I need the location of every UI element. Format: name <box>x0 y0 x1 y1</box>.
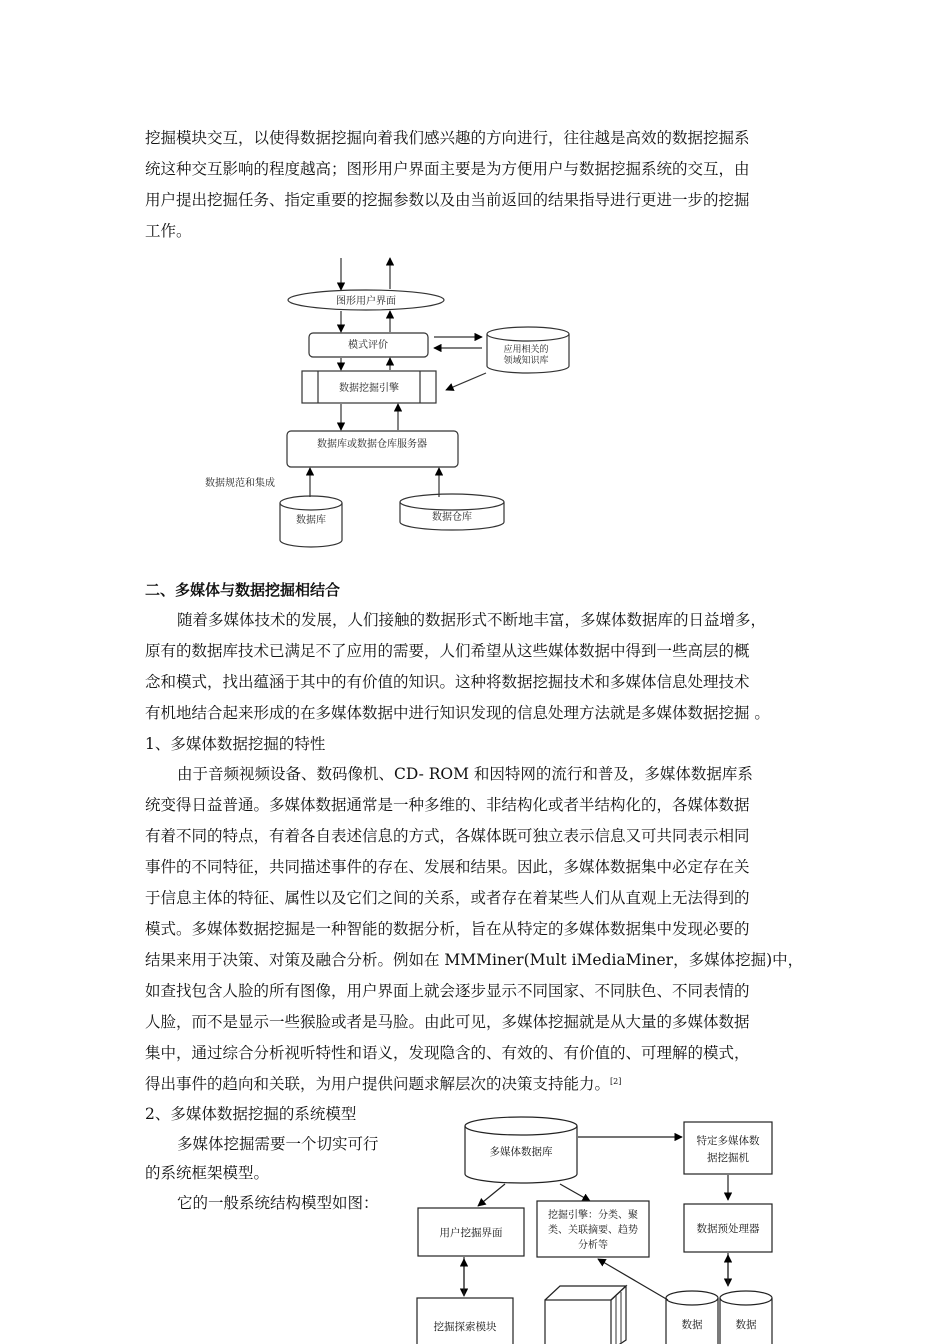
specific-miner-label: 特定多媒体数 <box>696 1135 760 1147</box>
engine-label: 类、关联摘要、趋势 <box>548 1225 638 1236</box>
paragraph-line: 原有的数据库技术已满足不了应用的需要，人们希望从这些媒体数据中得到一些高层的概 <box>145 642 750 660</box>
paragraph-line: 多媒体挖掘需要一个切实可行 <box>177 1135 379 1153</box>
specific-miner-label: 据挖掘机 <box>707 1152 749 1164</box>
subheading: 1、多媒体数据挖掘的特性 <box>145 735 326 753</box>
architecture-diagram <box>190 252 590 552</box>
multimedia-model-diagram <box>410 1110 790 1344</box>
paragraph-line: 模式。多媒体数据挖掘是一种智能的数据分析，旨在从特定的多媒体数据集中发现必要的 <box>145 920 750 938</box>
specific-miner-box <box>684 1122 772 1174</box>
paragraph-line: 念和模式，找出蕴涵于其中的有价值的知识。这种将数据挖掘技术和多媒体信息处理技术 <box>145 673 750 691</box>
warehouse-label: 数据仓库 <box>432 512 472 523</box>
paragraph-line: 有机地结合起来形成的在多媒体数据中进行知识发现的信息处理方法就是多媒体数据挖掘 。 <box>145 704 770 722</box>
data-label: 数据 <box>681 1319 703 1331</box>
paragraph-line: 随着多媒体技术的发展，人们接触的数据形式不断地丰富，多媒体数据库的日益增多， <box>177 611 767 629</box>
knowledge-base-label: 领域知识库 <box>503 356 549 366</box>
paragraph-line: 它的一般系统结构模型如图： <box>177 1194 379 1212</box>
data-cylinder <box>666 1291 718 1344</box>
paragraph-line: 结果来用于决策、对策及融合分析。例如在 MMMiner(Mult iMediaMiner，多媒体挖掘)中， <box>145 951 804 969</box>
knowledge-base-label: 应用相关的 <box>503 345 549 355</box>
paragraph-line: 人脸，而不是显示一些猴脸或者是马脸。由此可见，多媒体挖掘就是从大量的多媒体数据 <box>145 1013 750 1031</box>
paragraph-line: 统变得日益普通。多媒体数据通常是一种多维的、非结构化或者半结构化的，各媒体数据 <box>145 796 750 814</box>
paragraph-line: 如查找包含人脸的所有图像，用户界面上就会逐步显示不同国家、不同肤色、不同表情的 <box>145 982 750 1000</box>
explore-label: 挖掘探索模块 <box>433 1321 497 1333</box>
cleaning-label: 数据规范和集成 <box>205 478 275 489</box>
subheading: 2、多媒体数据挖掘的系统模型 <box>145 1105 357 1123</box>
pattern-eval-label: 模式评价 <box>348 340 388 351</box>
intro-line: 工作。 <box>145 222 192 240</box>
paragraph-line: 由于音频视频设备、数码像机、CD- ROM 和因特网的流行和普及，多媒体数据库系 <box>177 765 753 783</box>
citation: [2] <box>610 1077 622 1086</box>
gui-label: 图形用户界面 <box>336 296 396 307</box>
data-label: 数据 <box>735 1319 757 1331</box>
paragraph-line: 有着不同的特点，有着各自表述信息的方式，各媒体既可独立表示信息又可共同表示相同 <box>145 827 750 845</box>
paragraph-line: 集中，通过综合分析视听特性和语义，发现隐含的、有效的、有价值的、可理解的模式， <box>145 1044 750 1062</box>
paragraph-text: 得出事件的趋向和关联，为用户提供问题求解层次的决策支持能力。 <box>145 1075 611 1093</box>
user-ui-label: 用户挖掘界面 <box>439 1227 503 1239</box>
data-cylinder <box>720 1291 772 1344</box>
paragraph-line: 事件的不同特征，共同描述事件的存在、发展和结果。因此，多媒体数据集中必定存在关 <box>145 858 750 876</box>
mining-engine-label: 数据挖掘引擎 <box>339 383 399 394</box>
section-heading: 二、多媒体与数据挖掘相结合 <box>145 581 341 599</box>
paragraph-line <box>145 1074 621 1094</box>
database-label: 数据库 <box>296 515 326 526</box>
intro-line: 挖掘模块交互，以使得数据挖掘向着我们感兴趣的方向进行，往往越是高效的数据挖掘系 <box>145 129 750 147</box>
cube-shape <box>545 1286 626 1344</box>
engine-label: 挖掘引擎：分类、聚 <box>548 1210 638 1221</box>
paragraph-line: 于信息主体的特征、属性以及它们之间的关系，或者存在着某些人们从直观上无法得到的 <box>145 889 750 907</box>
mm-db-label: 多媒体数据库 <box>489 1146 553 1158</box>
intro-line: 用户提出挖掘任务、指定重要的挖掘参数以及由当前返回的结果指导进行更进一步的挖掘 <box>145 191 750 209</box>
engine-label: 分析等 <box>578 1240 608 1251</box>
intro-line: 统这种交互影响的程度越高；图形用户界面主要是为方便用户与数据挖掘系统的交互，由 <box>145 160 750 178</box>
db-server-label: 数据库或数据仓库服务器 <box>317 439 427 450</box>
preproc-label: 数据预处理器 <box>696 1223 760 1235</box>
paragraph-line: 的系统框架模型。 <box>145 1164 270 1182</box>
